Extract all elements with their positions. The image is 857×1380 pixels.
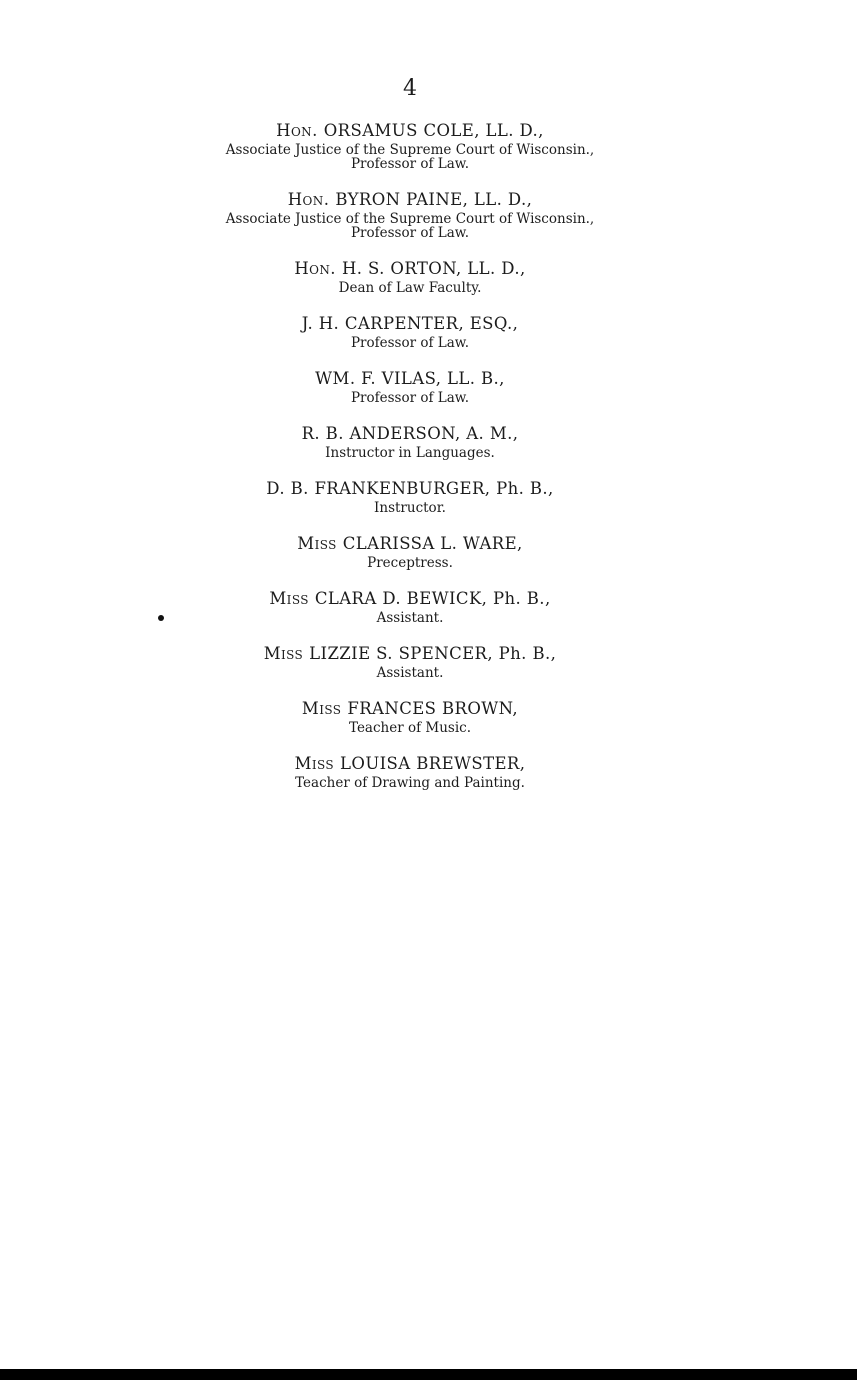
faculty-entry	[0, 189, 820, 242]
faculty-title: Associate Justice of the Supreme Court of Wisconsin.,	[225, 211, 595, 227]
faculty-title: Assistant.	[376, 610, 444, 626]
faculty-entry	[0, 313, 820, 352]
faculty-name: H. S. ORTON, LL. D.,	[341, 259, 526, 278]
faculty-title: Professor of Law.	[350, 390, 470, 406]
faculty-title: Associate Justice of the Supreme Court of Wisconsin.,	[225, 142, 595, 158]
faculty-entry	[0, 698, 820, 737]
faculty-name-line	[0, 753, 820, 775]
faculty-name: LIZZIE S. SPENCER, Ph. B.,	[309, 644, 557, 663]
faculty-name-line	[0, 588, 820, 610]
faculty-name-line	[0, 533, 820, 555]
faculty-name: ORSAMUS COLE, LL. D.,	[323, 121, 544, 140]
faculty-entry	[0, 368, 820, 407]
faculty-entry	[0, 588, 820, 627]
page-number: 4	[403, 76, 417, 101]
faculty-name-line	[0, 423, 820, 445]
faculty-title-secondary: Professor of Law.	[350, 225, 470, 241]
faculty-list	[0, 120, 820, 808]
faculty-name-line	[0, 120, 820, 142]
faculty-entry	[0, 643, 820, 682]
honorific: Miss	[263, 644, 304, 663]
faculty-name-line	[0, 643, 820, 665]
faculty-name: WM. F. VILAS, LL. B.,	[315, 369, 505, 388]
faculty-title: Preceptress.	[367, 555, 453, 571]
faculty-entry	[0, 120, 820, 173]
faculty-name: CLARA D. BEWICK, Ph. B.,	[314, 589, 551, 608]
faculty-name: R. B. ANDERSON, A. M.,	[301, 424, 519, 443]
faculty-title: Teacher of Music.	[348, 720, 471, 736]
faculty-title-secondary: Professor of Law.	[350, 156, 470, 172]
faculty-name-line	[0, 189, 820, 211]
faculty-name: FRANCES BROWN,	[347, 699, 519, 718]
honorific: Miss	[294, 754, 335, 773]
faculty-title: Instructor in Languages.	[325, 445, 495, 461]
faculty-title: Dean of Law Faculty.	[338, 280, 482, 296]
faculty-title: Assistant.	[376, 665, 444, 681]
faculty-title: Instructor.	[374, 500, 446, 516]
faculty-name: BYRON PAINE, LL. D.,	[335, 190, 533, 209]
honorific: Hon.	[276, 121, 318, 140]
faculty-name: J. H. CARPENTER, ESQ.,	[301, 314, 519, 333]
faculty-entry	[0, 478, 820, 517]
faculty-entry	[0, 258, 820, 297]
faculty-name-line	[0, 258, 820, 280]
honorific: Miss	[297, 534, 337, 553]
faculty-name-line	[0, 698, 820, 720]
faculty-title: Professor of Law.	[350, 335, 470, 351]
faculty-name: LOUISA BREWSTER,	[340, 754, 526, 773]
faculty-title: Teacher of Drawing and Painting.	[295, 775, 525, 791]
faculty-entry	[0, 423, 820, 462]
honorific: Hon.	[287, 190, 330, 209]
scan-border	[0, 1369, 857, 1380]
faculty-name-line	[0, 368, 820, 390]
ink-speck	[158, 615, 164, 621]
honorific: Miss	[301, 699, 342, 718]
faculty-name: CLARISSA L. WARE,	[342, 534, 523, 553]
honorific: Hon.	[294, 259, 336, 278]
faculty-entry	[0, 753, 820, 792]
faculty-name: D. B. FRANKENBURGER, Ph. B.,	[266, 479, 554, 498]
faculty-name-line	[0, 313, 820, 335]
faculty-name-line	[0, 478, 820, 500]
faculty-entry	[0, 533, 820, 572]
honorific: Miss	[269, 589, 309, 608]
